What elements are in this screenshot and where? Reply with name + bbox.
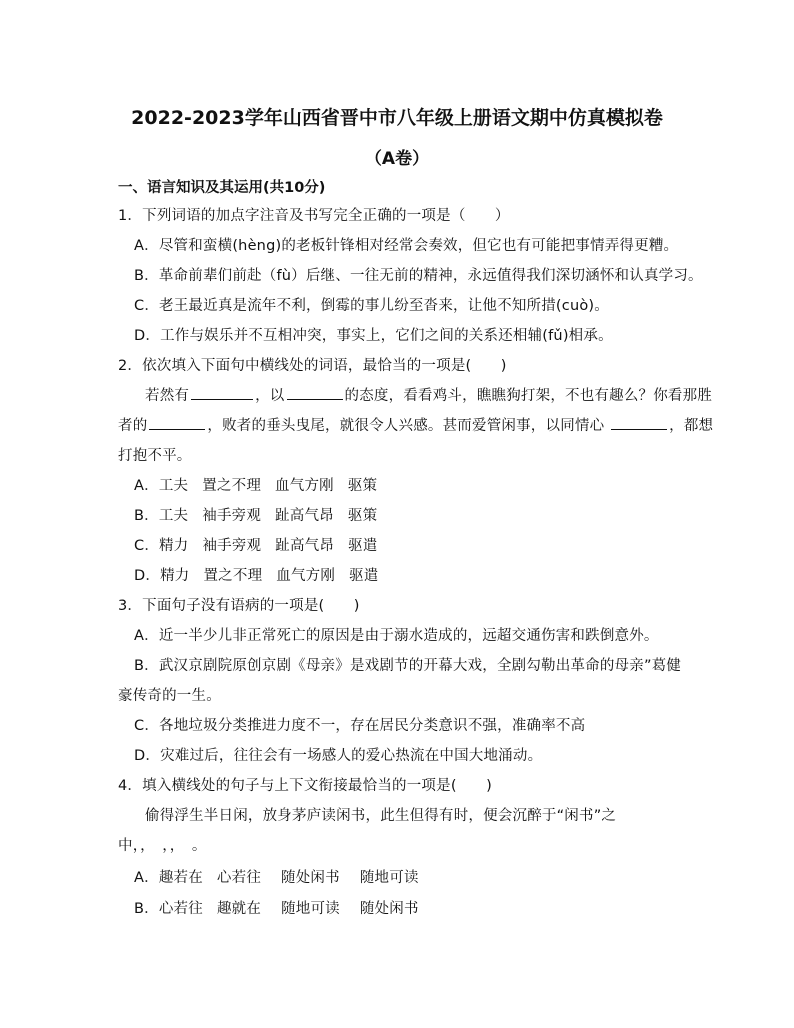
question-4-stem: 4．填入横线处的句子与上下文衔接最恰当的一项是( ): [118, 778, 492, 794]
fill-blank: [287, 385, 343, 400]
option-word: 驱遣: [349, 568, 379, 584]
option-word: 血气方刚: [276, 568, 336, 584]
option-word: 袖手旁观: [202, 538, 262, 554]
question-3-stem: 3．下面句子没有语病的一项是( ): [118, 598, 360, 614]
passage-text: ，都想: [669, 418, 714, 434]
question-1-option-d: D．工作与娱乐并不互相冲突，事实上，它们之间的关系还相辅(fǔ)相承。: [134, 328, 613, 344]
question-2-passage-line-1: [145, 384, 712, 405]
question-4-option-b: [134, 897, 419, 918]
question-2-option-c: [134, 534, 377, 555]
option-word: 血气方刚: [275, 478, 334, 494]
question-2-option-a: [134, 474, 377, 495]
question-1-option-c: C．老王最近真是流年不利，倒霉的事儿纷至沓来，让他不知所措(cuò)。: [134, 298, 609, 314]
question-3-option-c: C．各地垃圾分类推进力度不一，存在居民分类意识不强，准确率不高: [134, 718, 586, 734]
option-word: 驱遣: [348, 538, 378, 554]
exam-subtitle: （A卷）: [364, 149, 430, 169]
question-3-option-a: A．近一半少儿非正常死亡的原因是由于溺水造成的，远超交通伤害和跌倒意外。: [134, 628, 659, 644]
question-4-option-a: [134, 866, 419, 887]
passage-text: 的态度，看看鸡斗，瞧瞧狗打架，不也有趣么？你看那胜: [344, 388, 713, 404]
option-word: 趣就在: [216, 901, 262, 917]
option-word: 置之不理: [202, 478, 262, 494]
exam-title: 2022-2023学年山西省晋中市八年级上册语文期中仿真模拟卷: [131, 107, 663, 129]
option-word: C．精力: [134, 538, 189, 554]
question-3-option-d: D．灾难过后，往往会有一场感人的爱心热流在中国大地涌动。: [134, 748, 543, 764]
question-3-option-b-cont: 豪传奇的一生。: [118, 688, 221, 704]
question-2-stem: 2．依次填入下面句中横线处的词语，最恰当的一项是( ): [118, 358, 507, 374]
option-word: 心若往: [216, 870, 262, 886]
option-word: 趾高气昂: [275, 538, 335, 554]
option-word: 驱策: [347, 508, 378, 524]
option-word: 趾高气昂: [275, 508, 334, 524]
question-1-option-b: B．革命前辈们前赴（fù）后继、一往无前的精神，永远值得我们深切涵怀和认真学习。: [134, 268, 703, 284]
question-2-option-b: [134, 504, 377, 525]
fill-blank: [191, 385, 253, 400]
section-heading: 一、语言知识及其运用(共10分): [118, 180, 326, 196]
option-word: 随地可读: [359, 870, 419, 886]
option-word: 随处闲书: [359, 901, 419, 917]
question-1-option-a: A．尽管和蛮横(hèng)的老板针锋相对经常会奏效，但它也有可能把事情弄得更糟。: [134, 238, 679, 254]
option-word: A．工夫: [134, 478, 189, 494]
question-3-option-b: B．武汉京剧院原创京剧《母亲》是戏剧节的开幕大戏，全剧勾勒出革命的母亲”葛健: [134, 658, 682, 674]
passage-text: ，败者的垂头曳尾，就很令人兴感。甚而爱管闲事，以同情心: [207, 418, 610, 434]
option-word: B．心若往: [134, 901, 203, 917]
option-word: 置之不理: [203, 568, 263, 584]
option-word: D．精力: [134, 568, 190, 584]
question-2-option-d: [134, 564, 379, 585]
question-1-stem: 1．下列词语的加点字注音及书写完全正确的一项是（ ）: [118, 208, 510, 224]
fill-blank: [149, 415, 205, 430]
option-word: 驱策: [347, 478, 378, 494]
option-word: 随地可读: [281, 901, 340, 917]
option-word: 随处闲书: [281, 870, 340, 886]
option-word: B．工夫: [134, 508, 189, 524]
question-4-passage-line-2: 中，， ，， 。: [118, 838, 207, 854]
question-4-passage-line-1: 偷得浮生半日闲，放身茅庐读闲书，此生但得有时，便会沉醉于“闲书”之: [145, 808, 617, 824]
passage-text: 者的: [118, 418, 148, 434]
fill-blank: [611, 415, 667, 430]
option-word: A．趣若在: [134, 870, 203, 886]
question-2-passage-line-3: 打抱不平。: [118, 448, 192, 464]
question-2-passage-line-2: [118, 414, 713, 435]
option-word: 袖手旁观: [202, 508, 262, 524]
passage-text: 若然有: [145, 388, 190, 404]
passage-text: ，以: [255, 388, 285, 404]
